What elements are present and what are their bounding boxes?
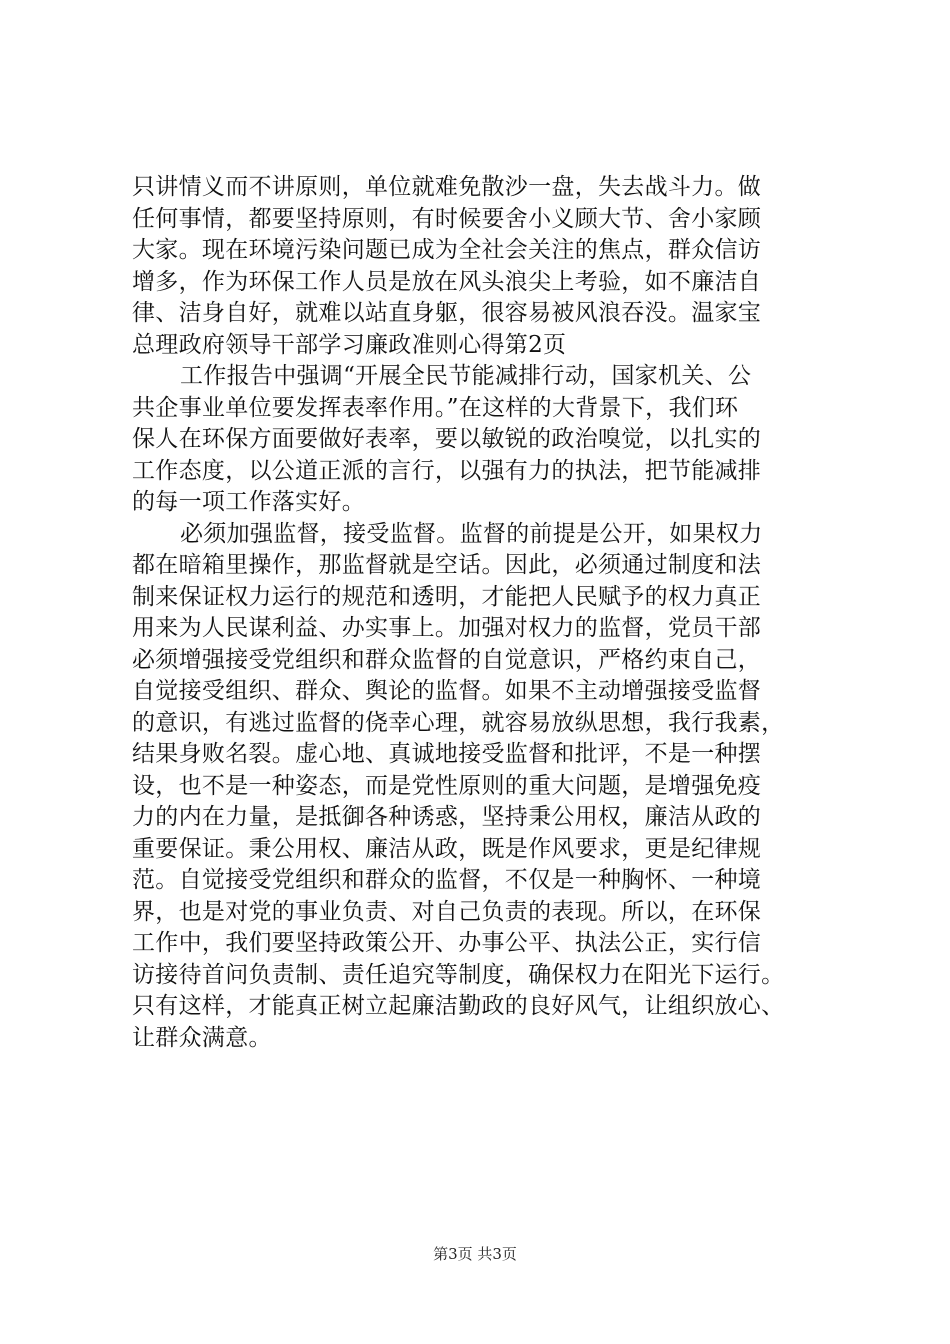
text-line: 的每一项工作落实好。	[132, 489, 365, 515]
page-number-footer: 第3页 共3页	[433, 1245, 517, 1263]
text-line: 界，也是对党的事业负责、对自己负责的表现。所以，在环保	[132, 898, 762, 925]
text-line: 用来为人民谋利益、办实事上。加强对权力的监督，党员干部	[132, 615, 762, 641]
text-line: 都在暗箱里操作，那监督就是空话。因此，必须通过制度和法	[132, 552, 762, 578]
paragraph-start-line: 工作报告中强调“开展全民节能减排行动，国家机关、公	[180, 363, 752, 389]
text-line: 范。自觉接受党组织和群众的监督，不仅是一种胸怀、一种境	[132, 867, 762, 893]
text-line: 只讲情义而不讲原则，单位就难免散沙一盘，失去战斗力。做	[132, 174, 762, 200]
text-line: 必须增强接受党组织和群众监督的自觉意识，严格约束自己，	[132, 646, 762, 673]
text-line: 力的内在力量，是抵御各种诱惑，坚持秉公用权，廉洁从政的	[132, 804, 762, 830]
text-line: 工作中，我们要坚持政策公开、办事公平、执法公正，实行信	[132, 930, 762, 956]
text-line: 的意识，有逃过监督的侥幸心理，就容易放纵思想，我行我素，	[132, 709, 785, 736]
text-line: 增多，作为环保工作人员是放在风头浪尖上考验，如不廉洁自	[132, 268, 762, 295]
text-line: 重要保证。秉公用权、廉洁从政，既是作风要求，更是纪律规	[132, 835, 762, 862]
text-line: 访接待首问负责制、责任追究等制度，确保权力在阳光下运行。	[132, 961, 785, 988]
text-line: 总理政府领导干部学习廉政准则心得第2页	[132, 331, 567, 358]
paragraph-start-line: 必须加强监督，接受监督。监督的前提是公开，如果权力	[180, 520, 763, 547]
text-line: 共企事业单位要发挥表率作用。”在这样的大背景下，我们环	[132, 394, 739, 421]
text-line: 让群众满意。	[132, 1024, 272, 1051]
text-line: 自觉接受组织、群众、舆论的监督。如果不主动增强接受监督	[132, 678, 762, 704]
text-line: 结果身败名裂。虚心地、真诚地接受监督和批评，不是一种摆	[132, 741, 762, 767]
text-line: 任何事情，都要坚持原则，有时候要舍小义顾大节、舍小家顾	[132, 205, 762, 232]
text-line: 大家。现在环境污染问题已成为全社会关注的焦点，群众信访	[132, 237, 762, 263]
body-text	[132, 172, 832, 1054]
text-line: 律、洁身自好，就难以站直身躯，很容易被风浪吞没。温家宝	[132, 300, 762, 326]
text-line: 只有这样，才能真正树立起廉洁勤政的良好风气，让组织放心、	[132, 993, 785, 1019]
text-line: 制来保证权力运行的规范和透明，才能把人民赋予的权力真正	[132, 583, 762, 610]
text-line: 工作态度，以公道正派的言行，以强有力的执法，把节能减排	[132, 457, 762, 484]
text-line: 保人在环保方面要做好表率，要以敏锐的政治嗅觉，以扎实的	[132, 426, 762, 452]
text-line: 设，也不是一种姿态，而是党性原则的重大问题，是增强免疫	[132, 772, 762, 799]
